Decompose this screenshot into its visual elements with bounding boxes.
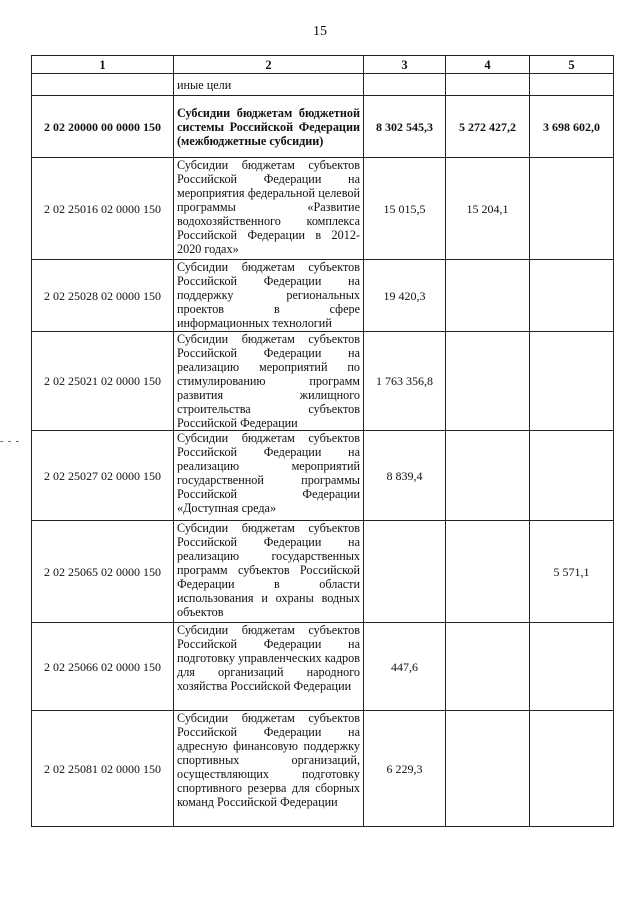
row-value-3: 19 420,3 — [364, 260, 446, 332]
row-value-3 — [364, 74, 446, 96]
row-code: 2 02 25066 02 0000 150 — [32, 623, 174, 711]
column-header-3: 3 — [364, 56, 446, 74]
row-value-5 — [530, 260, 614, 332]
row-value-4 — [446, 521, 530, 623]
table-header-row — [32, 56, 614, 74]
table-row — [32, 260, 614, 332]
row-value-3: 6 229,3 — [364, 711, 446, 827]
row-value-4 — [446, 260, 530, 332]
row-name: Субсидии бюджетам субъектов Российской Федерации на реализацию государственных программ субъектов Российской Федерации в области использования и охраны водных объектов — [174, 521, 364, 623]
page-number: 15 — [313, 24, 327, 39]
row-value-3: 8 302 545,3 — [364, 96, 446, 158]
row-code: 2 02 25028 02 0000 150 — [32, 260, 174, 332]
row-value-4 — [446, 332, 530, 431]
row-code: 2 02 20000 00 0000 150 — [32, 96, 174, 158]
column-header-2: 2 — [174, 56, 364, 74]
column-header-5: 5 — [530, 56, 614, 74]
row-value-4: 5 272 427,2 — [446, 96, 530, 158]
row-value-5 — [530, 158, 614, 260]
row-name: Субсидии бюджетам субъектов Российской Федерации на реализацию мероприятий государственной программы Российской Федерации «Доступная среда» — [174, 431, 364, 521]
row-value-3: 15 015,5 — [364, 158, 446, 260]
row-value-4 — [446, 431, 530, 521]
row-value-4 — [446, 623, 530, 711]
row-value-5 — [530, 74, 614, 96]
budget-table — [31, 55, 614, 827]
table-row — [32, 711, 614, 827]
table-row — [32, 431, 614, 521]
row-value-3: 447,6 — [364, 623, 446, 711]
row-name: Субсидии бюджетам субъектов Российской Федерации на адресную финансовую поддержку спортивных организаций, осуществляющих подготовку спортивного резерва для сборных команд Российской Федерации — [174, 711, 364, 827]
row-name: Субсидии бюджетам субъектов Российской Федерации на реализацию мероприятий по стимулированию программ развития жилищного строительства субъектов Российской Федерации — [174, 332, 364, 431]
row-name: иные цели — [174, 74, 364, 96]
table-row — [32, 623, 614, 711]
row-value-5: 3 698 602,0 — [530, 96, 614, 158]
row-value-5 — [530, 711, 614, 827]
row-name: Субсидии бюджетам субъектов Российской Федерации на подготовку управленческих кадров для организаций народного хозяйства Российской Федерации — [174, 623, 364, 711]
margin-mark: - - - — [0, 436, 20, 447]
row-code: 2 02 25027 02 0000 150 — [32, 431, 174, 521]
table-row — [32, 332, 614, 431]
row-value-5 — [530, 623, 614, 711]
column-header-1: 1 — [32, 56, 174, 74]
row-value-4 — [446, 711, 530, 827]
row-name: Субсидии бюджетам бюджетной системы Российской Федерации (межбюджетные субсидии) — [174, 96, 364, 158]
row-value-5 — [530, 431, 614, 521]
row-value-3 — [364, 521, 446, 623]
row-code: 2 02 25021 02 0000 150 — [32, 332, 174, 431]
row-value-3: 8 839,4 — [364, 431, 446, 521]
table-row — [32, 521, 614, 623]
table-row — [32, 158, 614, 260]
row-code: 2 02 25016 02 0000 150 — [32, 158, 174, 260]
row-name: Субсидии бюджетам субъектов Российской Федерации на мероприятия федеральной целевой программы «Развитие водохозяйственного комплекса Российской Федерации в 2012-2020 годах» — [174, 158, 364, 260]
row-code — [32, 74, 174, 96]
column-header-4: 4 — [446, 56, 530, 74]
row-code: 2 02 25065 02 0000 150 — [32, 521, 174, 623]
row-name: Субсидии бюджетам субъектов Российской Федерации на поддержку региональных проектов в сфере информационных технологий — [174, 260, 364, 332]
row-code: 2 02 25081 02 0000 150 — [32, 711, 174, 827]
table-row — [32, 96, 614, 158]
table-row — [32, 74, 614, 96]
row-value-5 — [530, 332, 614, 431]
row-value-4: 15 204,1 — [446, 158, 530, 260]
row-value-3: 1 763 356,8 — [364, 332, 446, 431]
row-value-5: 5 571,1 — [530, 521, 614, 623]
row-value-4 — [446, 74, 530, 96]
